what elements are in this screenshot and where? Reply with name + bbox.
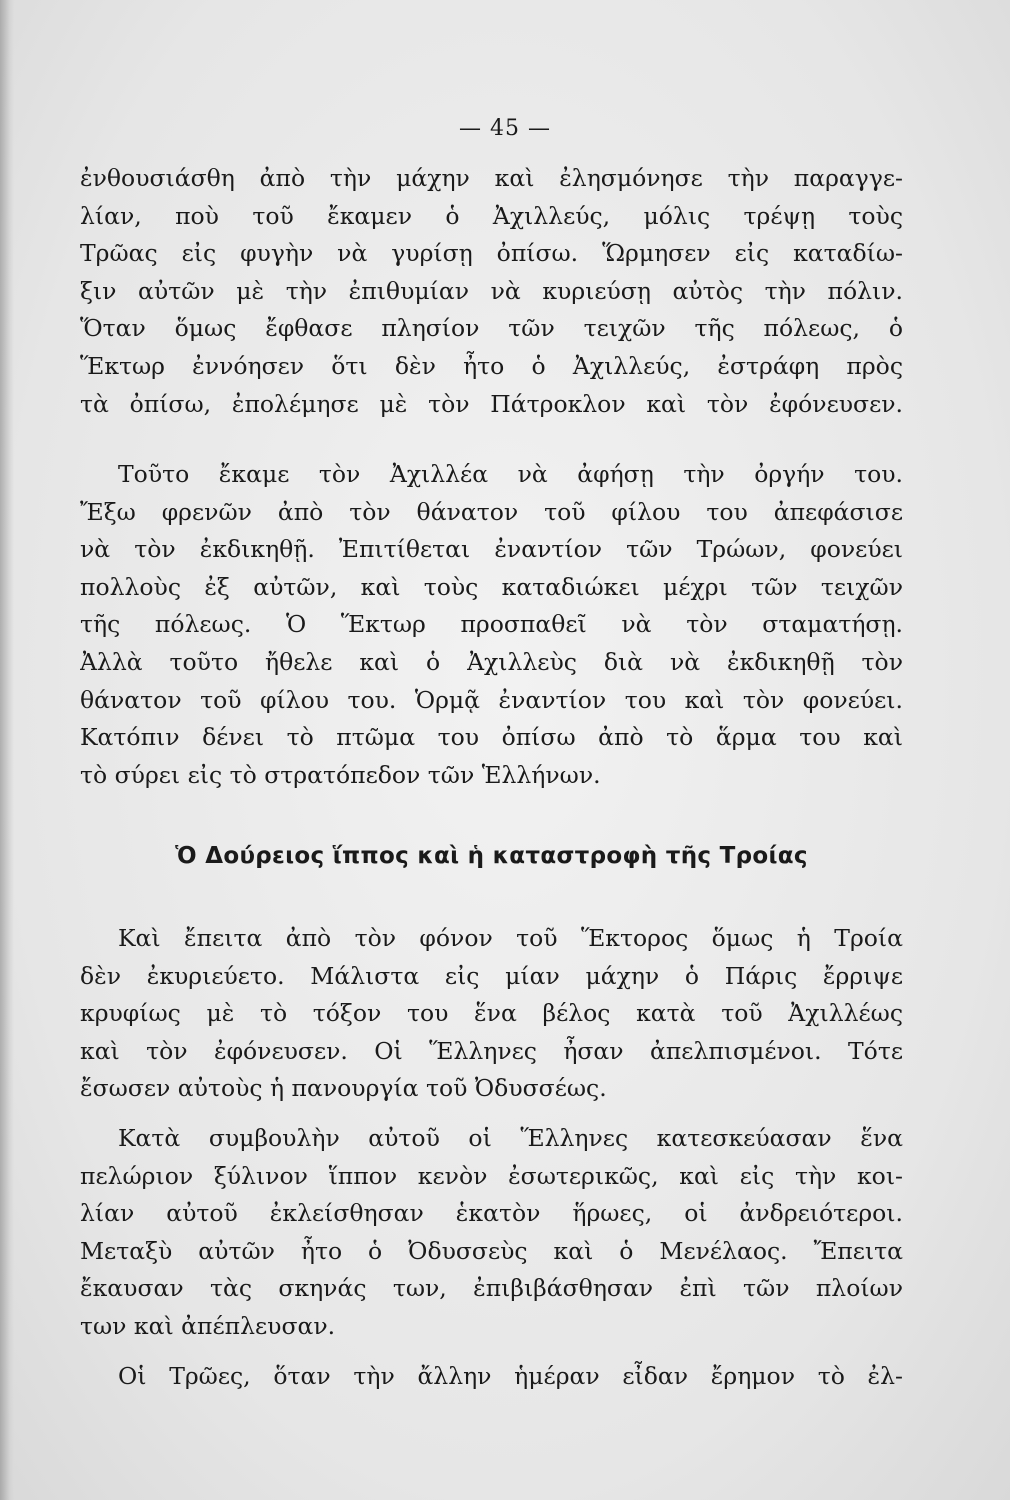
text-line: ἔκαυσαν τὰς σκηνάς των, ἐπιβιβάσθησαν ἐπὶ τῶν πλοίων <box>80 1274 903 1303</box>
text-line: πολλοὺς ἐξ αὐτῶν, καὶ τοὺς καταδιώκει μέχρι τῶν τειχῶν <box>80 572 903 601</box>
text-line: ξιν αὐτῶν μὲ τὴν ἐπιθυμίαν νὰ κυριεύσῃ αὐτὸς τὴν πόλιν. <box>80 276 903 305</box>
text-line: θάνατον τοῦ φίλου του. Ὁρμᾷ ἐναντίον του καὶ τὸν φονεύει. <box>80 685 903 714</box>
text-line: καὶ τὸν ἐφόνευσεν. Οἱ Ἕλληνες ἦσαν ἀπελπισμένοι. Τότε <box>80 1036 903 1065</box>
text-line: Τοῦτο ἔκαμε τὸν Ἀχιλλέα νὰ ἀφήσῃ τὴν ὀργήν του. <box>118 460 903 488</box>
text-line: κρυφίως μὲ τὸ τόξον του ἕνα βέλος κατὰ τοῦ Ἀχιλλέως <box>80 999 903 1028</box>
text-line: Τρῶας εἰς φυγὴν νὰ γυρίσῃ ὀπίσω. Ὥρμησεν εἰς καταδίω- <box>80 239 903 268</box>
text-line: Κατόπιν δένει τὸ πτῶμα του ὀπίσω ἀπὸ τὸ ἅρμα του καὶ <box>80 723 903 752</box>
paragraph-3 <box>80 920 903 1108</box>
text-line: λίαν αὐτοῦ ἐκλείσθησαν ἑκατὸν ἥρωες, οἱ ἀνδρειότεροι. <box>80 1199 903 1228</box>
text-line: Ἀλλὰ τοῦτο ἤθελε καὶ ὁ Ἀχιλλεὺς διὰ νὰ ἐκδικηθῇ τὸν <box>80 647 903 676</box>
page-number: — 45 — <box>459 116 551 141</box>
text-line: τὰ ὀπίσω, ἐπολέμησε μὲ τὸν Πάτροκλον καὶ τὸν ἐφόνευσεν. <box>80 389 903 418</box>
text-line: λίαν, ποὺ τοῦ ἔκαμεν ὁ Ἀχιλλεύς, μόλις τρέψῃ τοὺς <box>80 201 903 230</box>
text-line: πελώριον ξύλινον ἵππον κενὸν ἐσωτερικῶς, καὶ εἰς τὴν κοι- <box>80 1161 903 1190</box>
paragraph-1 <box>80 160 903 423</box>
text-line: ἔσωσεν αὐτοὺς ἡ πανουργία τοῦ Ὀδυσσέως. <box>80 1074 607 1103</box>
text-line: Ὅταν ὅμως ἔφθασε πλησίον τῶν τειχῶν τῆς πόλεως, ὁ <box>80 314 903 343</box>
paragraph-4 <box>80 1120 903 1346</box>
text-line: των καὶ ἀπέπλευσαν. <box>80 1311 336 1340</box>
page-edge-shadow <box>0 0 14 1500</box>
text-line: Κατὰ συμβουλὴν αὐτοῦ οἱ Ἕλληνες κατεσκεύασαν ἕνα <box>118 1124 903 1152</box>
text-line: Ἔξω φρενῶν ἀπὸ τὸν θάνατον τοῦ φίλου του ἀπεφάσισε <box>80 497 903 526</box>
text-line: δὲν ἐκυριεύετο. Μάλιστα εἰς μίαν μάχην ὁ Πάρις ἔρριψε <box>80 961 903 990</box>
section-heading: Ὁ Δούρειος ἵππος καὶ ἡ καταστροφὴ τῆς Τροίας <box>175 843 808 869</box>
text-line: τὸ σύρει εἰς τὸ στρατόπεδον τῶν Ἑλλήνων. <box>80 760 601 789</box>
text-line: ἐνθουσιάσθη ἀπὸ τὴν μάχην καὶ ἐλησμόνησε τὴν παραγγε- <box>80 164 903 192</box>
text-line: νὰ τὸν ἐκδικηθῇ. Ἐπιτίθεται ἐναντίον τῶν Τρώων, φονεύει <box>80 535 903 564</box>
text-line: Ἕκτωρ ἐννόησεν ὅτι δὲν ἦτο ὁ Ἀχιλλεύς, ἐστράφη πρὸς <box>80 351 903 380</box>
text-line: τῆς πόλεως. Ὁ Ἕκτωρ προσπαθεῖ νὰ τὸν σταματήσῃ. <box>80 610 903 639</box>
text-line: Οἱ Τρῶες, ὅταν τὴν ἄλλην ἡμέραν εἶδαν ἔρημον τὸ ἐλ- <box>118 1362 903 1390</box>
paragraph-5 <box>80 1358 903 1396</box>
paragraph-2 <box>80 456 903 794</box>
text-line: Καὶ ἔπειτα ἀπὸ τὸν φόνον τοῦ Ἕκτορος ὅμως ἡ Τροία <box>118 924 903 952</box>
text-line: Μεταξὺ αὐτῶν ἦτο ὁ Ὀδυσσεὺς καὶ ὁ Μενέλαος. Ἔπειτα <box>80 1236 903 1265</box>
